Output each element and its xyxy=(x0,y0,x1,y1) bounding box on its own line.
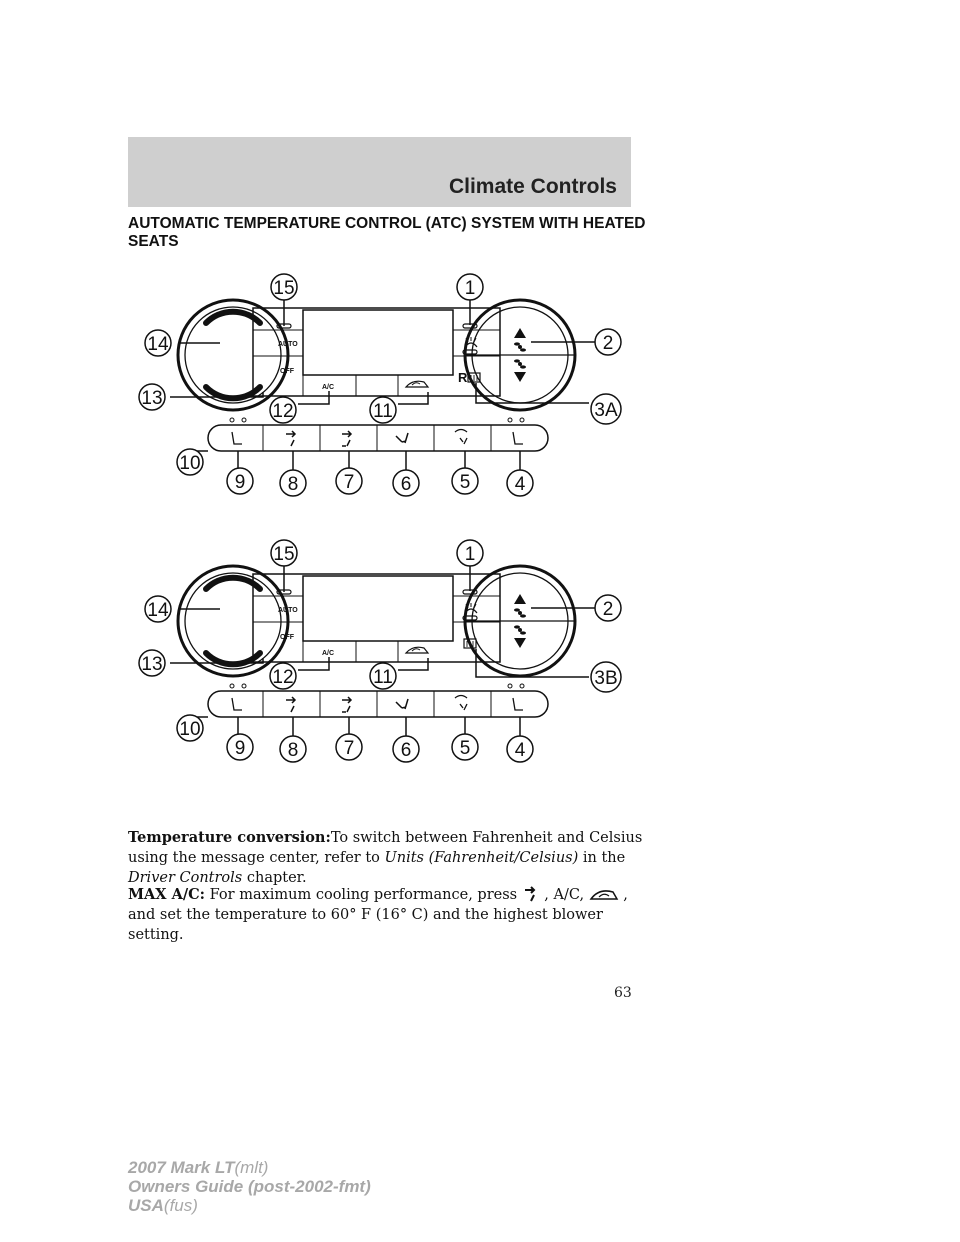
max-ac-text-2: , A/C, xyxy=(539,887,589,903)
callout-4: 4 xyxy=(514,474,526,495)
document-footer xyxy=(128,1158,371,1215)
callout-2: 2 xyxy=(602,333,614,354)
footer-market-code: (fus) xyxy=(163,1196,198,1215)
driver-controls-reference: Driver Controls xyxy=(128,870,243,886)
footer-market: USA xyxy=(128,1196,164,1215)
units-reference: Units (Fahrenheit/Celsius) xyxy=(384,850,579,866)
callout-7: 7 xyxy=(343,472,355,493)
atc-panel-drawing-b xyxy=(128,536,648,776)
callout-8: 8 xyxy=(287,740,299,761)
callout-11: 11 xyxy=(373,401,393,422)
callout-6: 6 xyxy=(400,474,412,495)
callout-9: 9 xyxy=(234,472,246,493)
callout-8: 8 xyxy=(287,474,299,495)
callout-1: 1 xyxy=(464,278,476,299)
callout-13: 13 xyxy=(141,654,163,675)
callout-2: 2 xyxy=(602,599,614,620)
callout-7: 7 xyxy=(343,738,355,759)
atc-panel-drawing-a xyxy=(128,270,648,510)
recirculation-icon xyxy=(589,886,619,902)
ac-button-label: A/C xyxy=(322,384,335,391)
chapter-header-band xyxy=(128,137,631,207)
callout-4: 4 xyxy=(514,740,526,761)
rear-defrost-letter: R xyxy=(458,370,468,385)
callout-15: 15 xyxy=(273,278,295,299)
panel-vent-icon xyxy=(522,886,540,902)
callout-3b: 3B xyxy=(594,668,618,689)
callout-14: 14 xyxy=(147,600,169,621)
section-title: AUTOMATIC TEMPERATURE CONTROL (ATC) SYSTEM WITH HEATED SEATS xyxy=(128,215,646,250)
atc-panel-diagram-b xyxy=(128,536,648,776)
auto-button-label: AUTO xyxy=(278,607,298,614)
callout-15: 15 xyxy=(273,544,295,565)
callout-12: 12 xyxy=(272,667,294,688)
off-button-label: OFF xyxy=(280,368,294,375)
temperature-conversion-text-3: chapter. xyxy=(242,870,307,886)
temperature-conversion-paragraph xyxy=(128,828,648,888)
footer-model: 2007 Mark LT xyxy=(128,1158,235,1177)
chapter-title: Climate Controls xyxy=(448,175,617,198)
temperature-conversion-lead: Temperature conversion: xyxy=(128,829,331,846)
off-button-label: OFF xyxy=(280,634,294,641)
callout-5: 5 xyxy=(459,472,471,493)
callout-9: 9 xyxy=(234,738,246,759)
page-number: 63 xyxy=(614,985,632,1001)
callout-10: 10 xyxy=(179,453,201,474)
footer-model-code: (mlt) xyxy=(234,1158,269,1177)
callout-11: 11 xyxy=(373,667,393,688)
callout-13: 13 xyxy=(141,388,163,409)
footer-guide: Owners Guide (post-2002-fmt) xyxy=(128,1177,371,1196)
callout-1: 1 xyxy=(464,544,476,565)
max-ac-text-1: For maximum cooling performance, press xyxy=(209,887,522,903)
temperature-conversion-text-2: in the xyxy=(578,850,626,866)
callout-5: 5 xyxy=(459,738,471,759)
callout-14: 14 xyxy=(147,334,169,355)
max-ac-text-3: , and set the temperature to 60° F (16° C) and the highest blower setting. xyxy=(128,887,628,943)
max-ac-paragraph xyxy=(128,885,648,945)
callout-12: 12 xyxy=(272,401,294,422)
recirculation-icon xyxy=(406,647,428,653)
atc-panel-diagram-a xyxy=(128,270,648,510)
max-ac-lead: MAX A/C: xyxy=(128,886,206,903)
auto-button-label: AUTO xyxy=(278,341,298,348)
recirculation-icon xyxy=(406,381,428,387)
ac-button-label: A/C xyxy=(322,650,335,657)
callout-3a: 3A xyxy=(594,400,618,421)
temperature-conversion-text-1: To switch between Fahrenheit and Celsius using the message center, refer to xyxy=(128,830,643,866)
callout-6: 6 xyxy=(400,740,412,761)
callout-10: 10 xyxy=(179,719,201,740)
